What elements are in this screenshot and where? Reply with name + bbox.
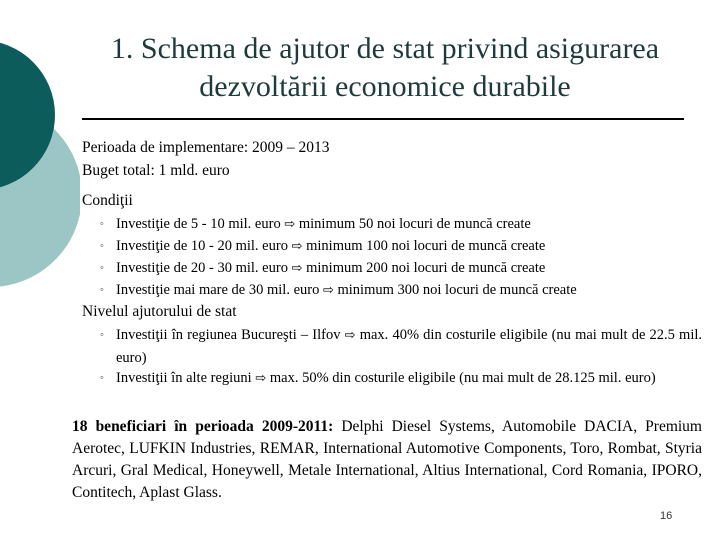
aid-level-heading: Nivelul ajutorului de stat — [82, 303, 237, 320]
title-underline — [82, 118, 684, 120]
bullet-icon: ◦ — [100, 240, 104, 252]
bullet-icon: ◦ — [100, 262, 104, 274]
condition-item: ◦ Investiţie de 10 - 20 mil. euro ⇨ minimum 100 noi locuri de muncă create — [116, 235, 545, 258]
beneficiaries-lead: 18 beneficiari în perioada 2009-2011: — [72, 418, 334, 435]
bullet-icon: ◦ — [100, 284, 104, 296]
beneficiaries-paragraph — [72, 416, 702, 504]
condition-item: ◦ Investiţie de 20 - 30 mil. euro ⇨ minimum 200 noi locuri de muncă create — [116, 257, 545, 280]
aid-item: ◦ Investiţii în regiunea Bucureşti – Ilfov ⇨ max. 40% din costurile eligibile (nu mai mult de 22.5 mil. euro) — [116, 324, 702, 369]
aid-item: ◦ Investiţii în alte regiuni ⇨ max. 50% din costurile eligibile (nu mai mult de 28.125 mil. euro) — [116, 367, 702, 390]
beneficiaries-list: Delphi Diesel Systems, Automobile DACIA, Premium Aerotec, LUFKIN Industries, REMAR, International Automotive Components, Toro, Rombat, Styria Arcuri, Gral Medical, Honeywell, Metale International, Altius International, Cord Romania, IPORO, Contitech, Aplast Glass. — [72, 418, 702, 501]
arrow-icon: ⇨ — [322, 283, 334, 298]
condition-item: ◦ Investiţie mai mare de 30 mil. euro ⇨ minimum 300 noi locuri de muncă create — [116, 279, 577, 302]
bullet-icon: ◦ — [100, 218, 104, 230]
arrow-icon: ⇨ — [291, 239, 303, 254]
total-budget: Buget total: 1 mld. euro — [82, 162, 230, 179]
arrow-icon: ⇨ — [255, 371, 267, 386]
arrow-icon: ⇨ — [344, 328, 356, 343]
implementation-period: Perioada de implementare: 2009 – 2013 — [82, 139, 330, 156]
slide-title: 1. Schema de ajutor de stat privind asigurarea dezvoltării economice durabile — [110, 32, 660, 103]
bullet-icon: ◦ — [100, 329, 104, 341]
bullet-icon: ◦ — [100, 372, 104, 384]
page-number: 16 — [660, 510, 673, 522]
condition-item: ◦ Investiţie de 5 - 10 mil. euro ⇨ minimum 50 noi locuri de muncă create — [116, 213, 531, 236]
arrow-icon: ⇨ — [291, 261, 303, 276]
conditions-heading: Condiţii — [82, 192, 133, 209]
arrow-icon: ⇨ — [284, 217, 296, 232]
